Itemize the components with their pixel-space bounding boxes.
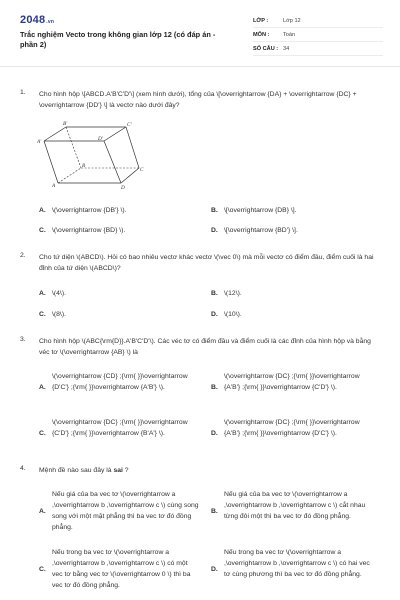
option-letter: C. [39, 430, 46, 437]
option-letter: C. [39, 227, 46, 234]
option-text: \(\overrightarrow {DC} ;{\rm{ }}\overrightarrow {A'B'} ;{\rm{ }}\overrightarrow {D'C'} \). [224, 419, 360, 437]
option-text: Nếu giá của ba vec tơ \(\overrightarrow a ,\overrightarrow b ,\overrightarrow c \) cắt nhau từng đôi một thì ba vec tơ đó đồng phẳng. [224, 491, 366, 520]
label-d-prime: D' [98, 136, 103, 142]
option-text: \(\overrightarrow {DC} ;{\rm{ }}\overrightarrow {A'B'} ;{\rm{ }}\overrightarrow {C'D'} \). [224, 373, 360, 391]
option-letter: A. [39, 508, 46, 515]
question-text: Cho tứ diện \(ABCD\). Hỏi có bao nhiêu vectơ khác vectơ \(\vec 0\) mà mỗi vectơ có điểm đầu, điểm cuối là hai đỉnh của tứ diện \(ABCD\)? [39, 254, 374, 272]
option-letter: A. [39, 207, 46, 214]
question-number: 3. [20, 336, 26, 343]
option-c[interactable] [39, 417, 209, 451]
option-text: \(10\). [224, 311, 242, 318]
question-text-part: ? [122, 467, 129, 474]
meta-value: 34 [283, 45, 290, 52]
label-a: A [52, 183, 56, 189]
question-4 [20, 465, 385, 598]
meta-table [253, 14, 383, 56]
option-letter: D. [211, 227, 218, 234]
logo-text: 2048 [20, 14, 46, 26]
option-letter: B. [211, 508, 218, 515]
option-text: Nếu trong ba vec tơ \(\overrightarrow a ,\overrightarrow b ,\overrightarrow c \) có một vec tơ bằng vec tơ \(\overrightarrow 0 \) thì ba vec tơ đó đồng phẳng. [52, 549, 191, 589]
option-text: \(\overrightarrow {DB'} \). [52, 207, 127, 214]
option-letter: B. [211, 207, 218, 214]
question-3 [20, 336, 385, 452]
option-letter: A. [39, 290, 46, 297]
question-number: 4. [20, 465, 26, 472]
option-text: \(\overrightarrow {DC} ;{\rm{ }}\overrightarrow {C'D'} ;{\rm{ }}\overrightarrow {B'A'} \). [52, 419, 188, 437]
label-d: D [121, 185, 125, 191]
meta-label: LỚP : [253, 17, 269, 24]
option-letter: C. [39, 311, 46, 318]
option-text: \(\overrightarrow {CD} ;{\rm{ }}\overrightarrow {D'C'} ;{\rm{ }}\overrightarrow {A'B'} \). [52, 373, 188, 391]
meta-row-class [253, 14, 383, 28]
meta-value: Lớp 12 [283, 17, 301, 24]
site-logo[interactable] [20, 14, 54, 26]
meta-label: SỐ CÂU : [253, 45, 279, 52]
option-text: Nếu trong ba vec tơ \(\overrightarrow a ,\overrightarrow b ,\overrightarrow c \) có hai vec tơ cùng phương thì ba vec tơ đó đồng phẳng. [224, 549, 370, 578]
question-2 [20, 252, 385, 322]
logo-suffix: .vn [46, 19, 55, 25]
question-number: 2. [20, 252, 26, 259]
meta-label: MÔN : [253, 31, 270, 38]
question-emphasis: sai [113, 467, 123, 474]
option-b[interactable] [211, 489, 381, 535]
option-text: Nếu giá của ba vec tơ \(\overrightarrow a ,\overrightarrow b ,\overrightarrow c \) cùng song song với một mặt phẳng thì ba vec tơ đó đồng phẳng. [52, 491, 199, 531]
option-text: \[\overrightarrow {BD'} \]. [224, 227, 298, 234]
option-text: \(8\). [52, 311, 66, 318]
label-b-prime: B' [63, 121, 68, 127]
page-title: Trắc nghiệm Vecto trong không gian lớp 12 (có đáp án - phần 2) [20, 30, 216, 49]
label-a-prime: A' [37, 139, 42, 145]
question-text: Cho hình hộp \(ABC{\rm{D}}.A'B'C'D'\). Các véc tơ có điểm đầu và điểm cuối là các đỉnh của hình hộp và bằng véc tơ \(\overrightarrow {AB} \) là [39, 338, 371, 356]
option-letter: B. [211, 290, 218, 297]
option-letter: D. [211, 430, 218, 437]
option-c[interactable] [39, 547, 209, 593]
option-letter: D. [211, 311, 218, 318]
question-text-part: Mệnh đề nào sau đây là [39, 467, 114, 474]
meta-row-subject [253, 28, 383, 42]
option-letter: B. [211, 384, 218, 391]
option-d[interactable] [211, 417, 381, 451]
label-c: C [140, 167, 144, 173]
meta-value: Toán [283, 31, 296, 38]
option-d[interactable] [211, 547, 381, 593]
meta-row-count [253, 42, 383, 56]
option-letter: A. [39, 384, 46, 391]
page-header [0, 0, 400, 67]
question-text [39, 465, 374, 476]
option-text: \(12\). [224, 290, 242, 297]
option-a[interactable] [39, 489, 209, 535]
option-letter: C. [39, 566, 46, 573]
option-text: \[\overrightarrow {DB} \]. [224, 207, 297, 214]
label-c-prime: C' [127, 122, 132, 128]
parallelepiped-diagram [36, 120, 146, 192]
parallelepiped-figure [36, 120, 146, 192]
option-text: \(4\). [52, 290, 66, 297]
question-text: Cho hình hộp \[ABCD.A'B'C'D'\] (xem hình dưới), tổng của \[\overrightarrow {DA} + \overrightarrow {DC} + \overrightarrow {DD'} \] là vectơ nào dưới đây? [39, 91, 357, 109]
option-text: \(\overrightarrow {BD} \). [52, 227, 126, 234]
option-letter: D. [211, 566, 218, 573]
question-number: 1. [20, 89, 26, 96]
label-b: B [82, 163, 86, 169]
option-a[interactable] [39, 371, 209, 405]
option-b[interactable] [211, 371, 381, 405]
